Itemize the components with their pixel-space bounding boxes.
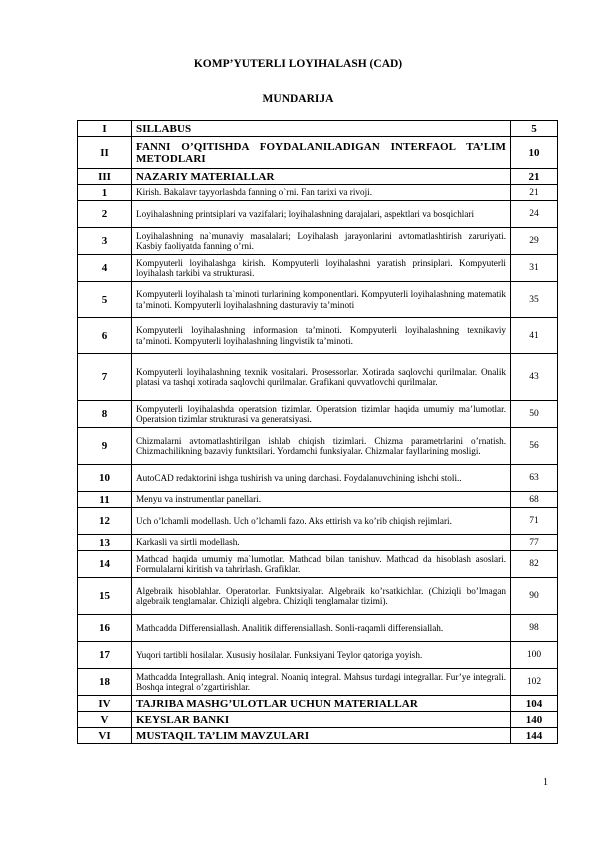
toc-number: II [78,137,132,169]
toc-row [78,401,558,428]
toc-row [78,492,558,508]
toc-title: Uch o’lchamli modellash. Uch o’lchamli fazo. Aks ettirish va ko’rib chiqish rejimlari. [132,508,511,535]
page-title: KOMP’YUTERLI LOYIHALASH (CAD) [193,58,403,70]
toc-page-number: 21 [511,169,558,185]
toc-number: 14 [78,551,132,578]
toc-page-number: 71 [511,508,558,535]
toc-row [78,169,558,185]
toc-number: 10 [78,465,132,492]
toc-title: Kompyuterli loyihalash ta`minoti turlarining komponentlari. Kompyuterli loyihalashning matematik ta’minoti. Kompyuterli loyihalashning dasturaviy ta’minoti [132,282,511,318]
toc-title: Kirish. Bakalavr tayyorlashda fanning o`rni. Fan tarixi va rivoji. [132,185,511,201]
toc-row [78,535,558,551]
toc-title: MUSTAQIL TA’LIM MAVZULARI [132,728,511,744]
toc-page-number: 5 [511,121,558,137]
toc-number: IV [78,696,132,712]
toc-page-number: 31 [511,255,558,282]
toc-page-number: 63 [511,465,558,492]
toc-heading: MUNDARIJA [262,93,334,105]
toc-row [78,255,558,282]
toc-row [78,728,558,744]
toc-row [78,551,558,578]
toc-number: 17 [78,642,132,669]
toc-page-number: 90 [511,578,558,615]
toc-row [78,428,558,465]
toc-number: 7 [78,354,132,401]
toc-row [78,578,558,615]
toc-title: Loyihalashning printsiplari va vazifalari; loyihalashning darajalari, aspektlari va bosqichlari [132,201,511,228]
toc-number: 6 [78,318,132,354]
toc-page-number: 104 [511,696,558,712]
toc-row [78,669,558,696]
toc-page-number: 98 [511,615,558,642]
toc-title: TAJRIBA MASHG’ULOTLAR UCHUN MATERIALLAR [132,696,511,712]
toc-row [78,121,558,137]
toc-number: 15 [78,578,132,615]
toc-page-number: 35 [511,282,558,318]
toc-title: Loyihalashning na`munaviy masalalari; Loyihalash jarayonlarini avtomatlashtirish zaruriyati. Kasbiy faoliyatda fanning o’rni. [132,228,511,255]
toc-title: NAZARIY MATERIALLAR [132,169,511,185]
toc-title: Mathcad haqida umumiy ma`lumotlar. Mathcad bilan tanishuv. Mathcad da hisoblash asoslari. Formulalarni kiritish va tahrirlash. Grafiklar. [132,551,511,578]
toc-title: Algebraik hisoblahlar. Operatorlar. Funktsiyalar. Algebraik ko’rsatkichlar. (Chiziqli bo’lmagan algebraik tenglamalar. Chiziqli algebra. Chiziqli tenglamalar tizimi). [132,578,511,615]
toc-row [78,696,558,712]
toc-page-number: 68 [511,492,558,508]
toc-number: 16 [78,615,132,642]
table-of-contents [77,120,558,744]
toc-row [78,354,558,401]
toc-page-number: 10 [511,137,558,169]
toc-title: AutoCAD redaktorini ishga tushirish va uning darchasi. Foydalanuvchining ishchi stoli.. [132,465,511,492]
toc-title: FANNI O’QITISHDA FOYDALANILADIGAN INTERFAOL TA’LIM METODLARI [132,137,511,169]
toc-page-number: 77 [511,535,558,551]
toc-page-number: 43 [511,354,558,401]
toc-number: VI [78,728,132,744]
toc-title: Mathcadda Differensiallash. Analitik differensiallash. Sonli-raqamli differensiallah. [132,615,511,642]
toc-page-number: 100 [511,642,558,669]
toc-title: Kompyuterli loyihalashda operatsion tizimlar. Operatsion tizimlar haqida umumiy ma’lumotlar. Operatsion tizimlar strukturasi va generatsiyasi. [132,401,511,428]
toc-row [78,615,558,642]
toc-number: 2 [78,201,132,228]
toc-number: 1 [78,185,132,201]
toc-number: 3 [78,228,132,255]
toc-title: Menyu va instrumentlar panellari. [132,492,511,508]
toc-page-number: 102 [511,669,558,696]
toc-title: Mathcadda Integrallash. Aniq integral. Noaniq integral. Mahsus turdagi integrallar. Fur’ye integrali. Boshqa integral o’zgartirishlar. [132,669,511,696]
toc-page-number: 50 [511,401,558,428]
toc-page-number: 24 [511,201,558,228]
toc-title: Kompyuterli loyihalashning texnik vositalari. Prosessorlar. Xotirada saqlovchi qurilmalar. Onalik platasi va tashqi xotirada saqlovchi qurilmalar. Grafikani quvvatlovchi qurilmalar. [132,354,511,401]
toc-number: 12 [78,508,132,535]
toc-number: 5 [78,282,132,318]
toc-row [78,508,558,535]
toc-number: 8 [78,401,132,428]
page-number: 1 [543,777,548,788]
toc-number: 4 [78,255,132,282]
toc-title: Yuqori tartibli hosilalar. Xususiy hosilalar. Funksiyani Teylor qatoriga yoyish. [132,642,511,669]
toc-title: SILLABUS [132,121,511,137]
toc-row [78,185,558,201]
toc-row [78,137,558,169]
toc-row [78,712,558,728]
toc-title: Karkasli va sirtli modellash. [132,535,511,551]
toc-page-number: 29 [511,228,558,255]
toc-title: Chizmalarni avtomatlashtirilgan ishlab chiqish tizimlari. Chizma parametrlarini o’rnatish. Chizmachilikning bazaviy funktsilari. Yordamchi funksiyalar. Chizmalar fayllarining mosligi. [132,428,511,465]
toc-row [78,282,558,318]
toc-number: 9 [78,428,132,465]
toc-body [78,121,558,744]
toc-page-number: 41 [511,318,558,354]
toc-title: Kompyuterli loyihalashning informasion ta’minoti. Kompyuterli loyihalashning texnikaviy ta’minoti. Kompyuterli loyihalashning lingvistik ta’minoti. [132,318,511,354]
toc-title: Kompyuterli loyihalashga kirish. Kompyuterli loyihalashni yaratish prinsiplari. Kompyuterli loyihalash tarkibi va strukturasi. [132,255,511,282]
toc-number: III [78,169,132,185]
toc-row [78,465,558,492]
toc-row [78,228,558,255]
toc-row [78,642,558,669]
toc-page-number: 82 [511,551,558,578]
toc-row [78,318,558,354]
toc-number: I [78,121,132,137]
toc-number: 13 [78,535,132,551]
toc-number: 18 [78,669,132,696]
toc-number: 11 [78,492,132,508]
toc-number: V [78,712,132,728]
toc-page-number: 21 [511,185,558,201]
toc-page-number: 140 [511,712,558,728]
toc-title: KEYSLAR BANKI [132,712,511,728]
toc-page-number: 144 [511,728,558,744]
toc-row [78,201,558,228]
toc-page-number: 56 [511,428,558,465]
